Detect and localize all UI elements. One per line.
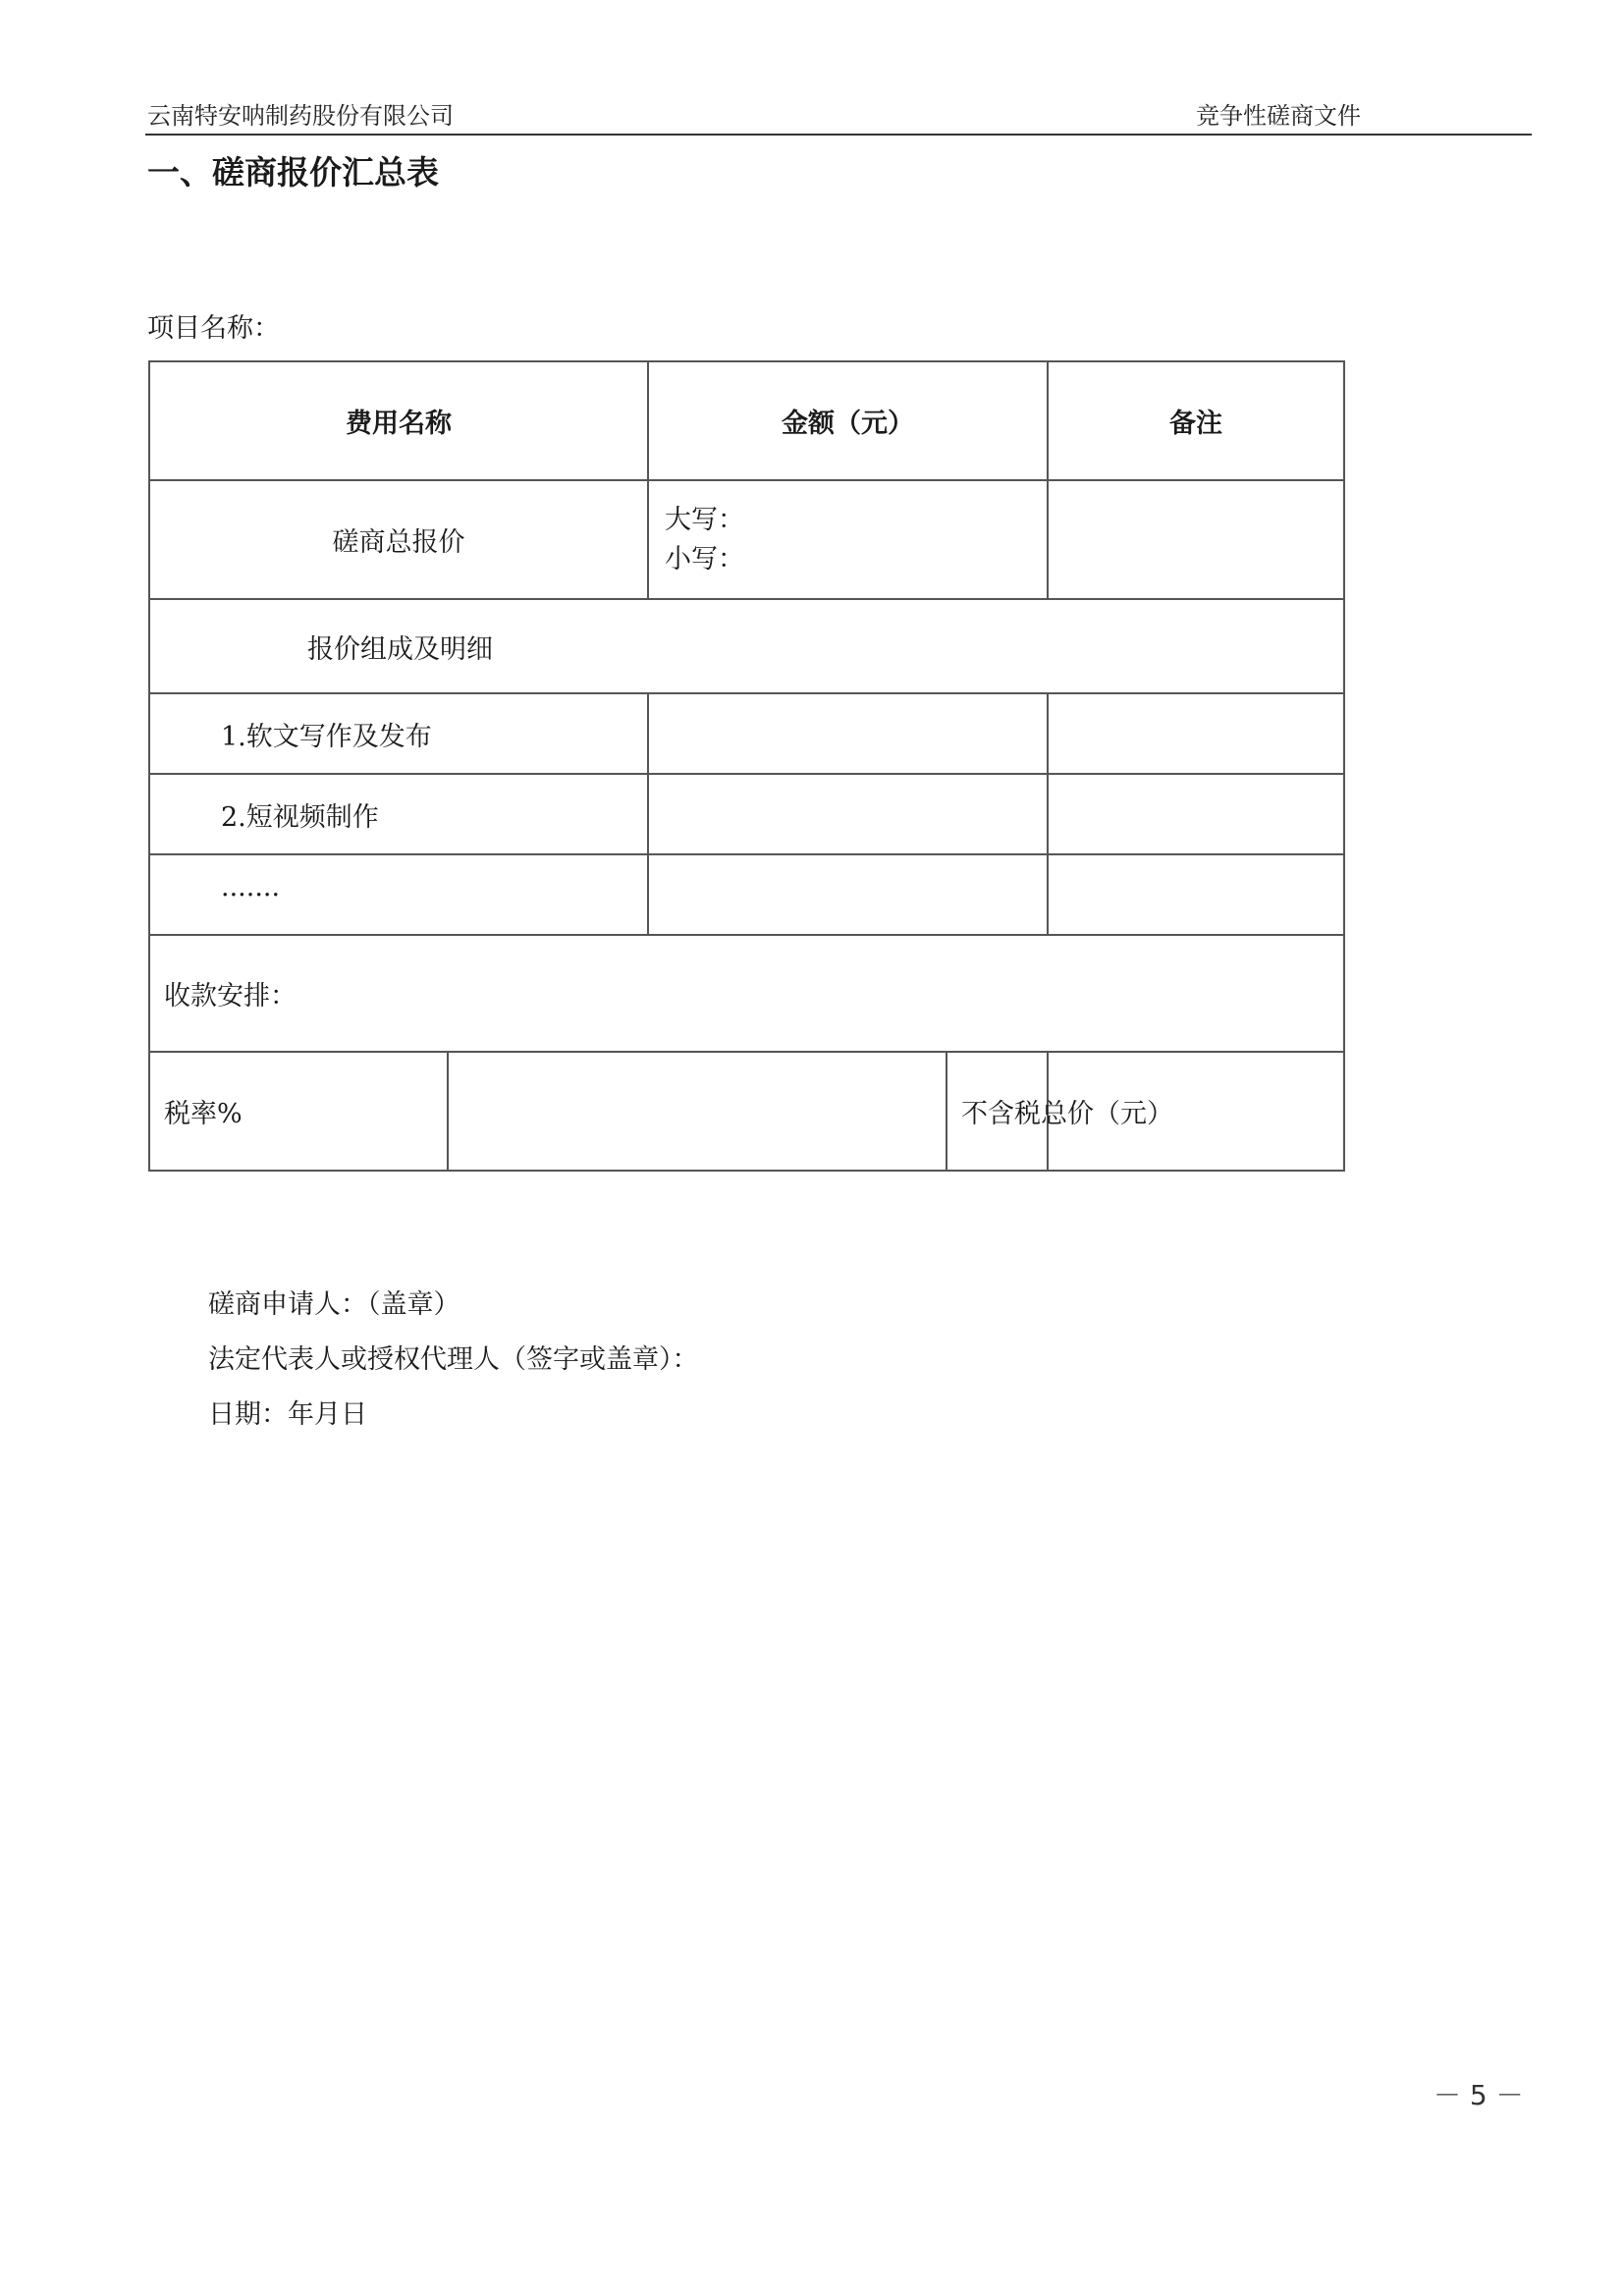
item-remark-cell[interactable]: [1048, 693, 1344, 774]
item-amount-cell[interactable]: [648, 774, 1048, 854]
header-company: 云南特安呐制药股份有限公司: [147, 102, 454, 130]
item-label: 1.软文写作及发布: [149, 693, 648, 774]
page-number: － 5 －: [1434, 2079, 1524, 2111]
signature-applicant: 磋商申请人：（盖章）: [208, 1289, 460, 1320]
table-header-row: [149, 361, 1344, 480]
item-label: ·······: [149, 854, 648, 935]
col-amount: 金额（元）: [648, 361, 1048, 480]
table-row: [149, 774, 1344, 854]
table-row-tax: [149, 1052, 1344, 1171]
total-remark-cell[interactable]: [1048, 480, 1344, 599]
col-fee-name: 费用名称: [149, 361, 648, 480]
detail-label: 报价组成及明细: [149, 599, 1344, 693]
total-quote-label: 磋商总报价: [149, 480, 648, 599]
item-amount-cell[interactable]: [648, 854, 1048, 935]
item-amount-cell[interactable]: [648, 693, 1048, 774]
amount-upper-label: 大写：: [665, 504, 744, 535]
signature-date: 日期：年月日: [208, 1399, 367, 1430]
tax-rate-value-cell[interactable]: [448, 1052, 947, 1171]
total-amount-cell[interactable]: [648, 480, 1048, 599]
signature-representative: 法定代表人或授权代理人（签字或盖章）：: [208, 1344, 699, 1375]
item-label: 2.短视频制作: [149, 774, 648, 854]
col-remark: 备注: [1048, 361, 1344, 480]
table-row-payment: [149, 935, 1344, 1052]
pretax-total-label: 不含税总价（元）: [947, 1052, 1048, 1171]
amount-lower-label: 小写：: [665, 543, 744, 574]
header-doc-type: 竞争性磋商文件: [1196, 102, 1361, 130]
quote-summary-table: [148, 360, 1345, 1172]
item-remark-cell[interactable]: [1048, 774, 1344, 854]
page-title: 一、磋商报价汇总表: [147, 153, 439, 191]
table-row-total: [149, 480, 1344, 599]
header-rule: [145, 134, 1532, 136]
project-name-label: 项目名称：: [147, 313, 280, 344]
table-row: [149, 854, 1344, 935]
item-remark-cell[interactable]: [1048, 854, 1344, 935]
table-row-detail: [149, 599, 1344, 693]
table-row: [149, 693, 1344, 774]
payment-label: 收款安排：: [149, 935, 1344, 1052]
tax-rate-label: 税率%: [149, 1052, 448, 1171]
